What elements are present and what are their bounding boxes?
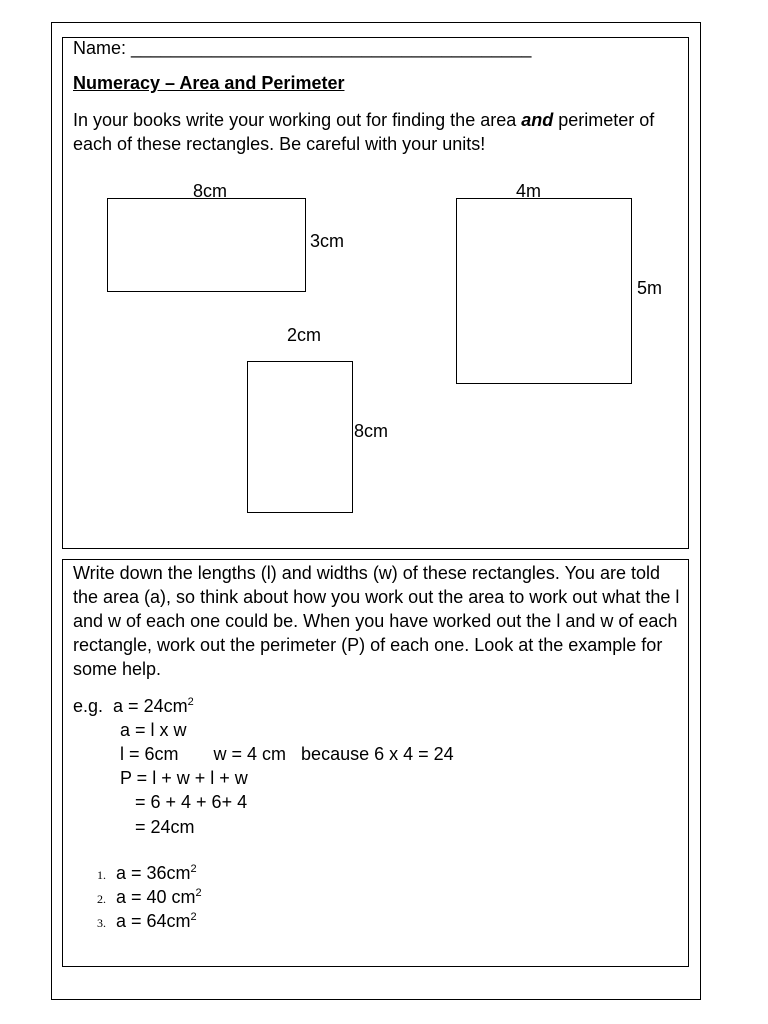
example-dimensions: l = 6cm w = 4 cm because 6 x 4 = 24 — [120, 744, 454, 764]
example-formula: a = l x w — [120, 720, 187, 740]
question-2-text: a = 40 cm — [116, 887, 196, 907]
part2-instructions: Write down the lengths (l) and widths (w) of these rectangles. You are told the area (a), so think about how you work out the area to work out what the l and w of each one could be. When you have worked out the l and w of each rectangle, work out the perimeter (P) of each one. Look at the example for some help. — [73, 563, 680, 679]
example-perimeter-sum: = 6 + 4 + 6+ 4 — [135, 792, 248, 812]
question-3-text: a = 64cm — [116, 911, 191, 931]
rectangle-2 — [456, 198, 632, 384]
question-3-exponent: 2 — [190, 911, 197, 923]
question-1 — [97, 864, 197, 882]
example-area-line — [73, 697, 194, 715]
example-perimeter-result: = 24cm — [135, 817, 195, 837]
question-1-text: a = 36cm — [116, 863, 191, 883]
question-2-exponent: 2 — [195, 887, 202, 899]
name-field-line: Name: ________________________________________ — [73, 38, 532, 58]
instructions-text-end: perimeter of each of these rectangles. Be careful with your units! — [73, 110, 655, 154]
worksheet-title: Numeracy – Area and Perimeter — [73, 73, 345, 93]
rectangle-2-width-label: 5m — [637, 278, 663, 298]
example-perimeter-formula: P = l + w + l + w — [120, 768, 248, 788]
rectangle-3-length-label: 8cm — [354, 421, 389, 441]
question-2 — [97, 888, 202, 906]
question-3-number: 3. — [97, 916, 106, 930]
rectangle-3-width-label: 2cm — [287, 325, 322, 345]
question-3 — [97, 912, 197, 930]
question-2-number: 2. — [97, 892, 106, 906]
example-area: a = 24cm — [113, 696, 188, 716]
question-1-number: 1. — [97, 868, 106, 882]
rectangle-1 — [107, 198, 306, 292]
example-area-exponent: 2 — [187, 696, 194, 708]
question-1-exponent: 2 — [190, 863, 197, 875]
example-prefix: e.g. — [73, 696, 104, 716]
instructions-emphasis: and — [521, 110, 554, 130]
rectangle-1-width-label: 3cm — [310, 231, 345, 251]
rectangle-2-length-label: 4m — [516, 181, 542, 201]
rectangle-1-length-label: 8cm — [193, 181, 228, 201]
instructions-text-start: In your books write your working out for finding the area — [73, 110, 522, 130]
rectangle-3 — [247, 361, 353, 513]
instructions-paragraph — [73, 108, 683, 156]
